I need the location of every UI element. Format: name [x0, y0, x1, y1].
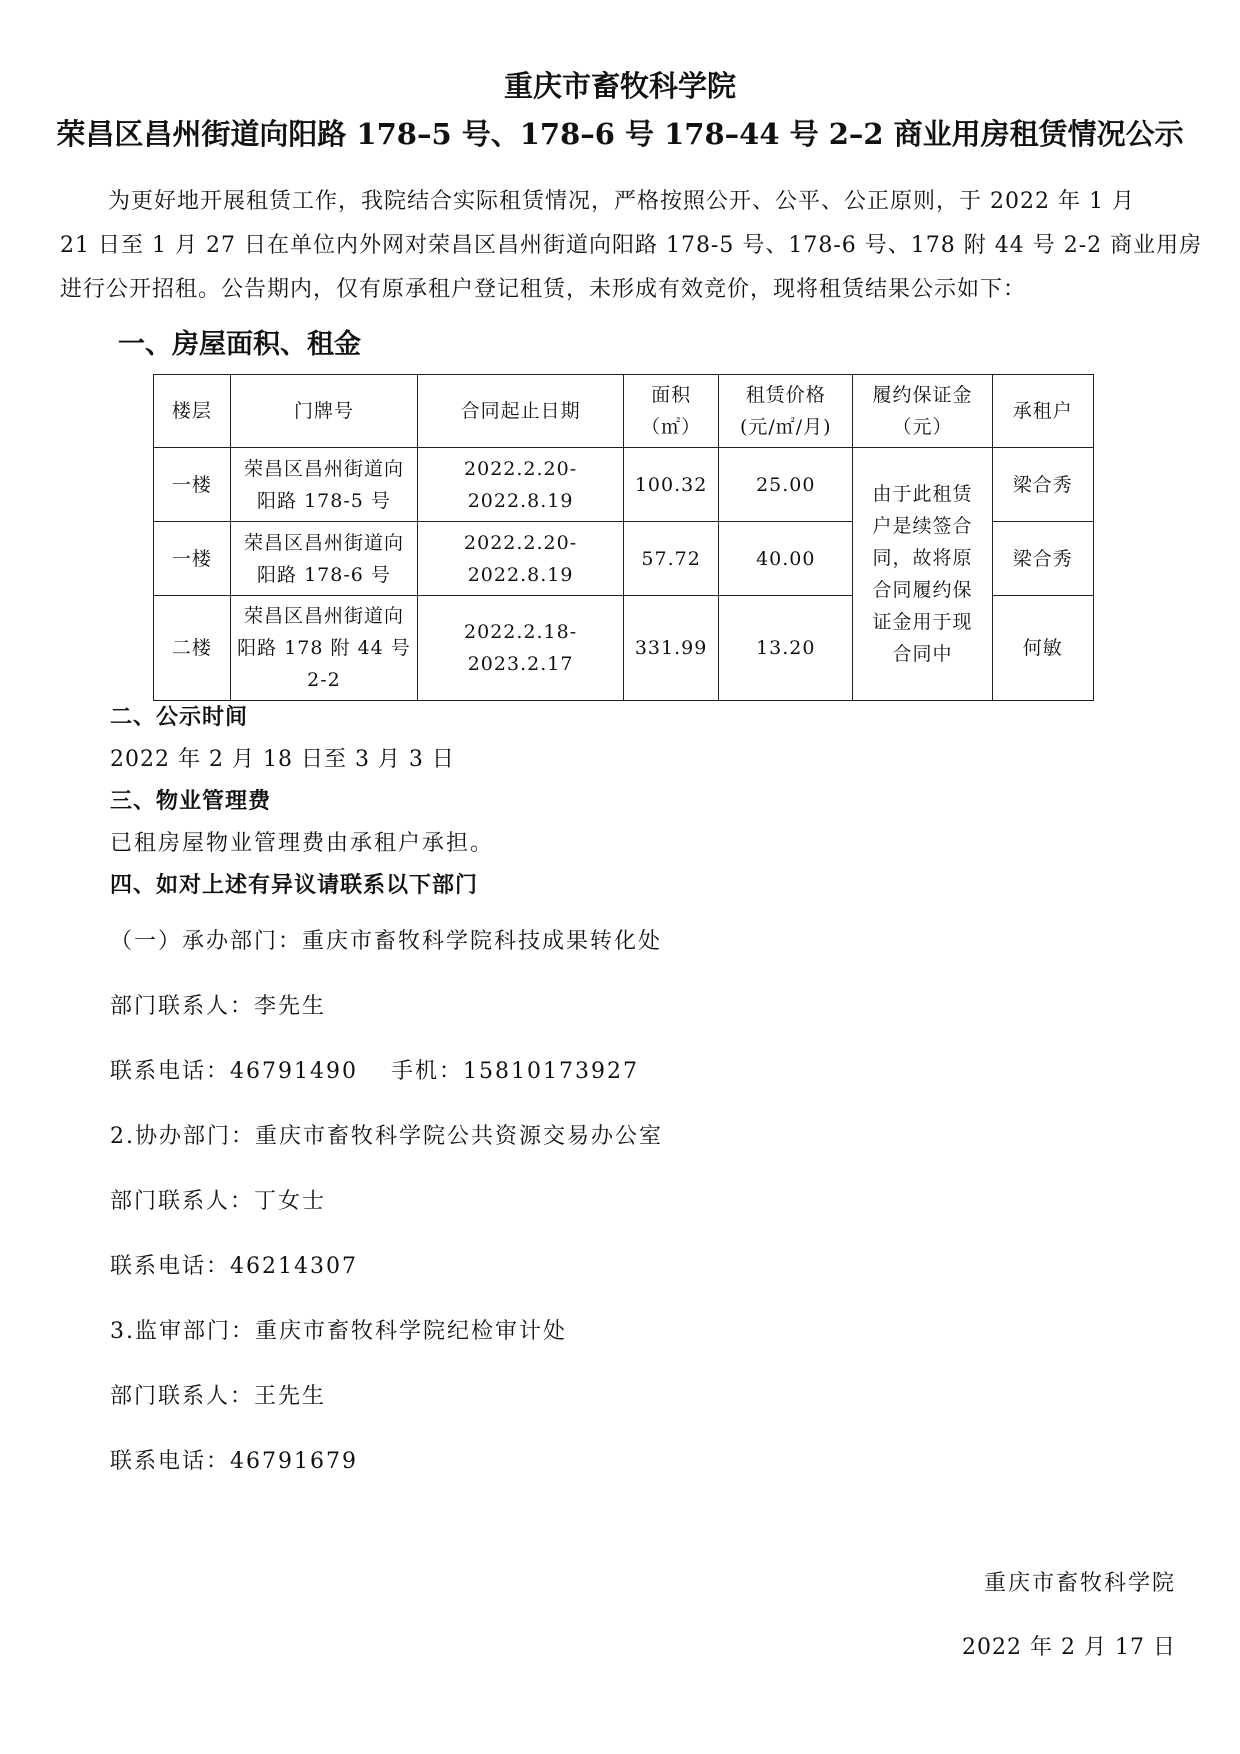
cell-dates: 2022.2.20-2022.8.19 — [418, 522, 624, 596]
section-3-text: 已租房屋物业管理费由承租户承担。 — [110, 831, 495, 856]
contact-line: 联系电话：46791679 — [110, 1449, 358, 1474]
section-2-heading: 二、公示时间 — [110, 705, 249, 730]
contact-line: 联系电话：46214307 — [110, 1254, 358, 1279]
section-2-text: 2022 年 2 月 18 日至 3 月 3 日 — [110, 747, 455, 772]
cell-price: 25.00 — [719, 448, 853, 522]
contact-line: 部门联系人：李先生 — [110, 994, 327, 1019]
cell-area: 100.32 — [623, 448, 718, 522]
section-3-heading: 三、物业管理费 — [110, 789, 272, 814]
contact-line: 2.协办部门：重庆市畜牧科学院公共资源交易办公室 — [110, 1124, 663, 1149]
document-title: 重庆市畜牧科学院 — [503, 69, 736, 103]
contact-line: 联系电话：46791490 手机：15810173927 — [110, 1059, 639, 1084]
contact-line: 部门联系人：王先生 — [110, 1384, 327, 1409]
rent-table — [153, 374, 1094, 701]
header-area: 面积 （㎡） — [623, 375, 718, 448]
section-4-heading: 四、如对上述有异议请联系以下部门 — [110, 873, 479, 898]
cell-door: 荣昌区昌州街道向阳路 178-6 号 — [230, 522, 417, 596]
cell-dates: 2022.2.20-2022.8.19 — [418, 448, 624, 522]
cell-tenant: 梁合秀 — [992, 522, 1093, 596]
intro-line-2: 21 日至 1 月 27 日在单位内外网对荣昌区昌州街道向阳路 178-5 号、178-6 号、178 附 44 号 2-2 商业用房 — [60, 233, 1203, 258]
contact-line: 部门联系人：丁女士 — [110, 1189, 327, 1214]
cell-tenant: 何敏 — [992, 596, 1093, 701]
section-1-heading: 一、房屋面积、租金 — [118, 329, 361, 360]
header-door: 门牌号 — [230, 375, 417, 448]
cell-door: 荣昌区昌州街道向阳路 178 附 44 号 2-2 — [230, 596, 417, 701]
table-row — [154, 448, 1094, 522]
header-price: 租赁价格 (元/㎡/月) — [719, 375, 853, 448]
cell-area: 57.72 — [623, 522, 718, 596]
cell-tenant: 梁合秀 — [992, 448, 1093, 522]
cell-deposit-note: 由于此租赁户是续签合同，故将原合同履约保证金用于现合同中 — [853, 448, 992, 701]
cell-area: 331.99 — [623, 596, 718, 701]
header-deposit: 履约保证金 （元） — [853, 375, 992, 448]
contact-line: （一）承办部门：重庆市畜牧科学院科技成果转化处 — [110, 929, 663, 954]
intro-line-3: 进行公开招租。公告期内，仅有原承租户登记租赁，未形成有效竞价，现将租赁结果公示如下： — [60, 277, 1027, 302]
signature-org: 重庆市畜牧科学院 — [983, 1571, 1176, 1596]
intro-line-1: 为更好地开展租赁工作，我院结合实际租赁情况，严格按照公开、公平、公正原则，于 2022 年 1 月 — [108, 189, 1135, 214]
document-subtitle: 荣昌区昌州街道向阳路 178–5 号、178–6 号 178–44 号 2–2 商业用房租赁情况公示 — [56, 117, 1184, 151]
header-tenant: 承租户 — [992, 375, 1093, 448]
contact-line: 3.监审部门：重庆市畜牧科学院纪检审计处 — [110, 1319, 567, 1344]
cell-floor: 一楼 — [154, 448, 231, 522]
cell-price: 40.00 — [719, 522, 853, 596]
cell-price: 13.20 — [719, 596, 853, 701]
signature-date: 2022 年 2 月 17 日 — [962, 1635, 1176, 1660]
cell-door: 荣昌区昌州街道向阳路 178-5 号 — [230, 448, 417, 522]
cell-floor: 一楼 — [154, 522, 231, 596]
cell-floor: 二楼 — [154, 596, 231, 701]
table-header-row — [154, 375, 1094, 448]
cell-dates: 2022.2.18-2023.2.17 — [418, 596, 624, 701]
header-dates: 合同起止日期 — [418, 375, 624, 448]
header-floor: 楼层 — [154, 375, 231, 448]
